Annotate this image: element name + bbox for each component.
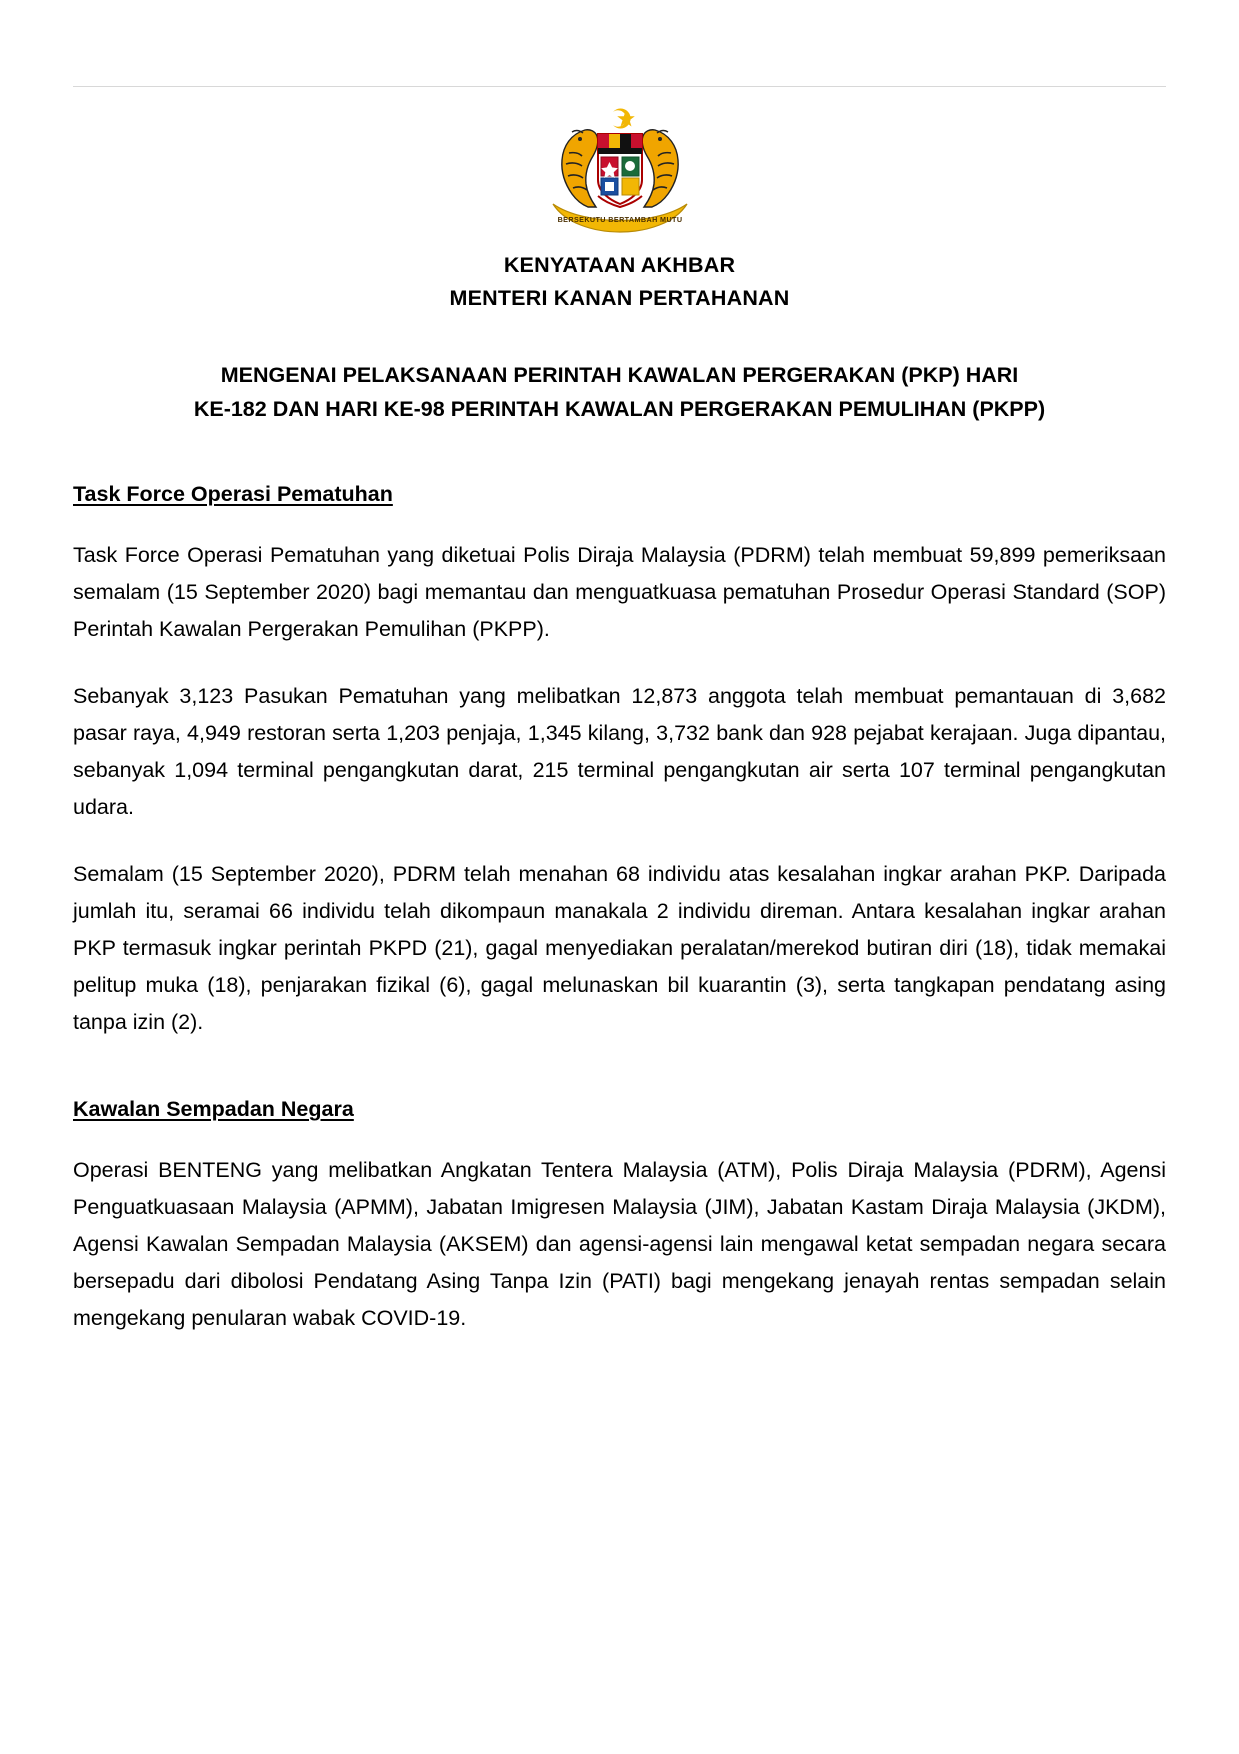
paragraph: Semalam (15 September 2020), PDRM telah menahan 68 individu atas kesalahan ingkar arahan PKP. Daripada jumlah itu, seramai 66 individu telah dikompaun manakala 2 individu direman. Antara kesalahan ingkar arahan PKP termasuk ingkar perintah PKPD (21), gagal menyediakan peralatan/merekod butiran diri (18), tidak memakai pelitup muka (18), penjarakan fizikal (6), gagal melunaskan bil kuarantin (3), serta tangkapan pendatang asing tanpa izin (2). <box>73 862 1166 1035</box>
section-border-control <box>73 1097 1166 1337</box>
subject-line-1: MENGENAI PELAKSANAAN PERINTAH KAWALAN PERGERAKAN (PKP) HARI <box>220 362 1019 387</box>
document-title <box>73 249 1166 316</box>
header-divider <box>73 86 1166 87</box>
malaysia-coat-of-arms-icon <box>525 108 715 234</box>
section-task-force <box>73 482 1166 1041</box>
title-line-1: KENYATAAN AKHBAR <box>503 253 736 277</box>
subject-line-2: KE-182 DAN HARI KE-98 PERINTAH KAWALAN PERGERAKAN PEMULIHAN (PKPP) <box>193 397 1046 422</box>
document-content <box>73 0 1166 1337</box>
section-heading-border-control: Kawalan Sempadan Negara <box>73 1097 354 1122</box>
emblem-container <box>73 108 1166 239</box>
section-heading-task-force: Task Force Operasi Pematuhan <box>73 482 393 507</box>
document-subject <box>73 358 1166 427</box>
svg-text:BERSEKUTU BERTAMBAH MUTU: BERSEKUTU BERTAMBAH MUTU <box>557 215 682 224</box>
paragraph: Sebanyak 3,123 Pasukan Pematuhan yang melibatkan 12,873 anggota telah membuat pemantauan di 3,682 pasar raya, 4,949 restoran serta 1,203 penjaja, 1,345 kilang, 3,732 bank dan 928 pejabat kerajaan. Juga dipantau, sebanyak 1,094 terminal pengangkutan darat, 215 terminal pengangkutan air serta 107 terminal pengangkutan udara. <box>73 684 1166 820</box>
title-line-2: MENTERI KANAN PERTAHANAN <box>449 286 790 311</box>
paragraph: Task Force Operasi Pematuhan yang diketuai Polis Diraja Malaysia (PDRM) telah membuat 59,899 pemeriksaan semalam (15 September 2020) bagi memantau dan menguatkuasa pematuhan Prosedur Operasi Standard (SOP) Perintah Kawalan Pergerakan Pemulihan (PKPP). <box>73 543 1166 642</box>
paragraph: Operasi BENTENG yang melibatkan Angkatan Tentera Malaysia (ATM), Polis Diraja Malaysia (PDRM), Agensi Penguatkuasaan Malaysia (APMM), Jabatan Imigresen Malaysia (JIM), Jabatan Kastam Diraja Malaysia (JKDM), Agensi Kawalan Sempadan Malaysia (AKSEM) dan agensi-agensi lain mengawal ketat sempadan negara secara bersepadu dari dibolosi Pendatang Asing Tanpa Izin (PATI) bagi mengekang jenayah rentas sempadan selain mengekang penularan wabak COVID-19. <box>73 1158 1166 1330</box>
